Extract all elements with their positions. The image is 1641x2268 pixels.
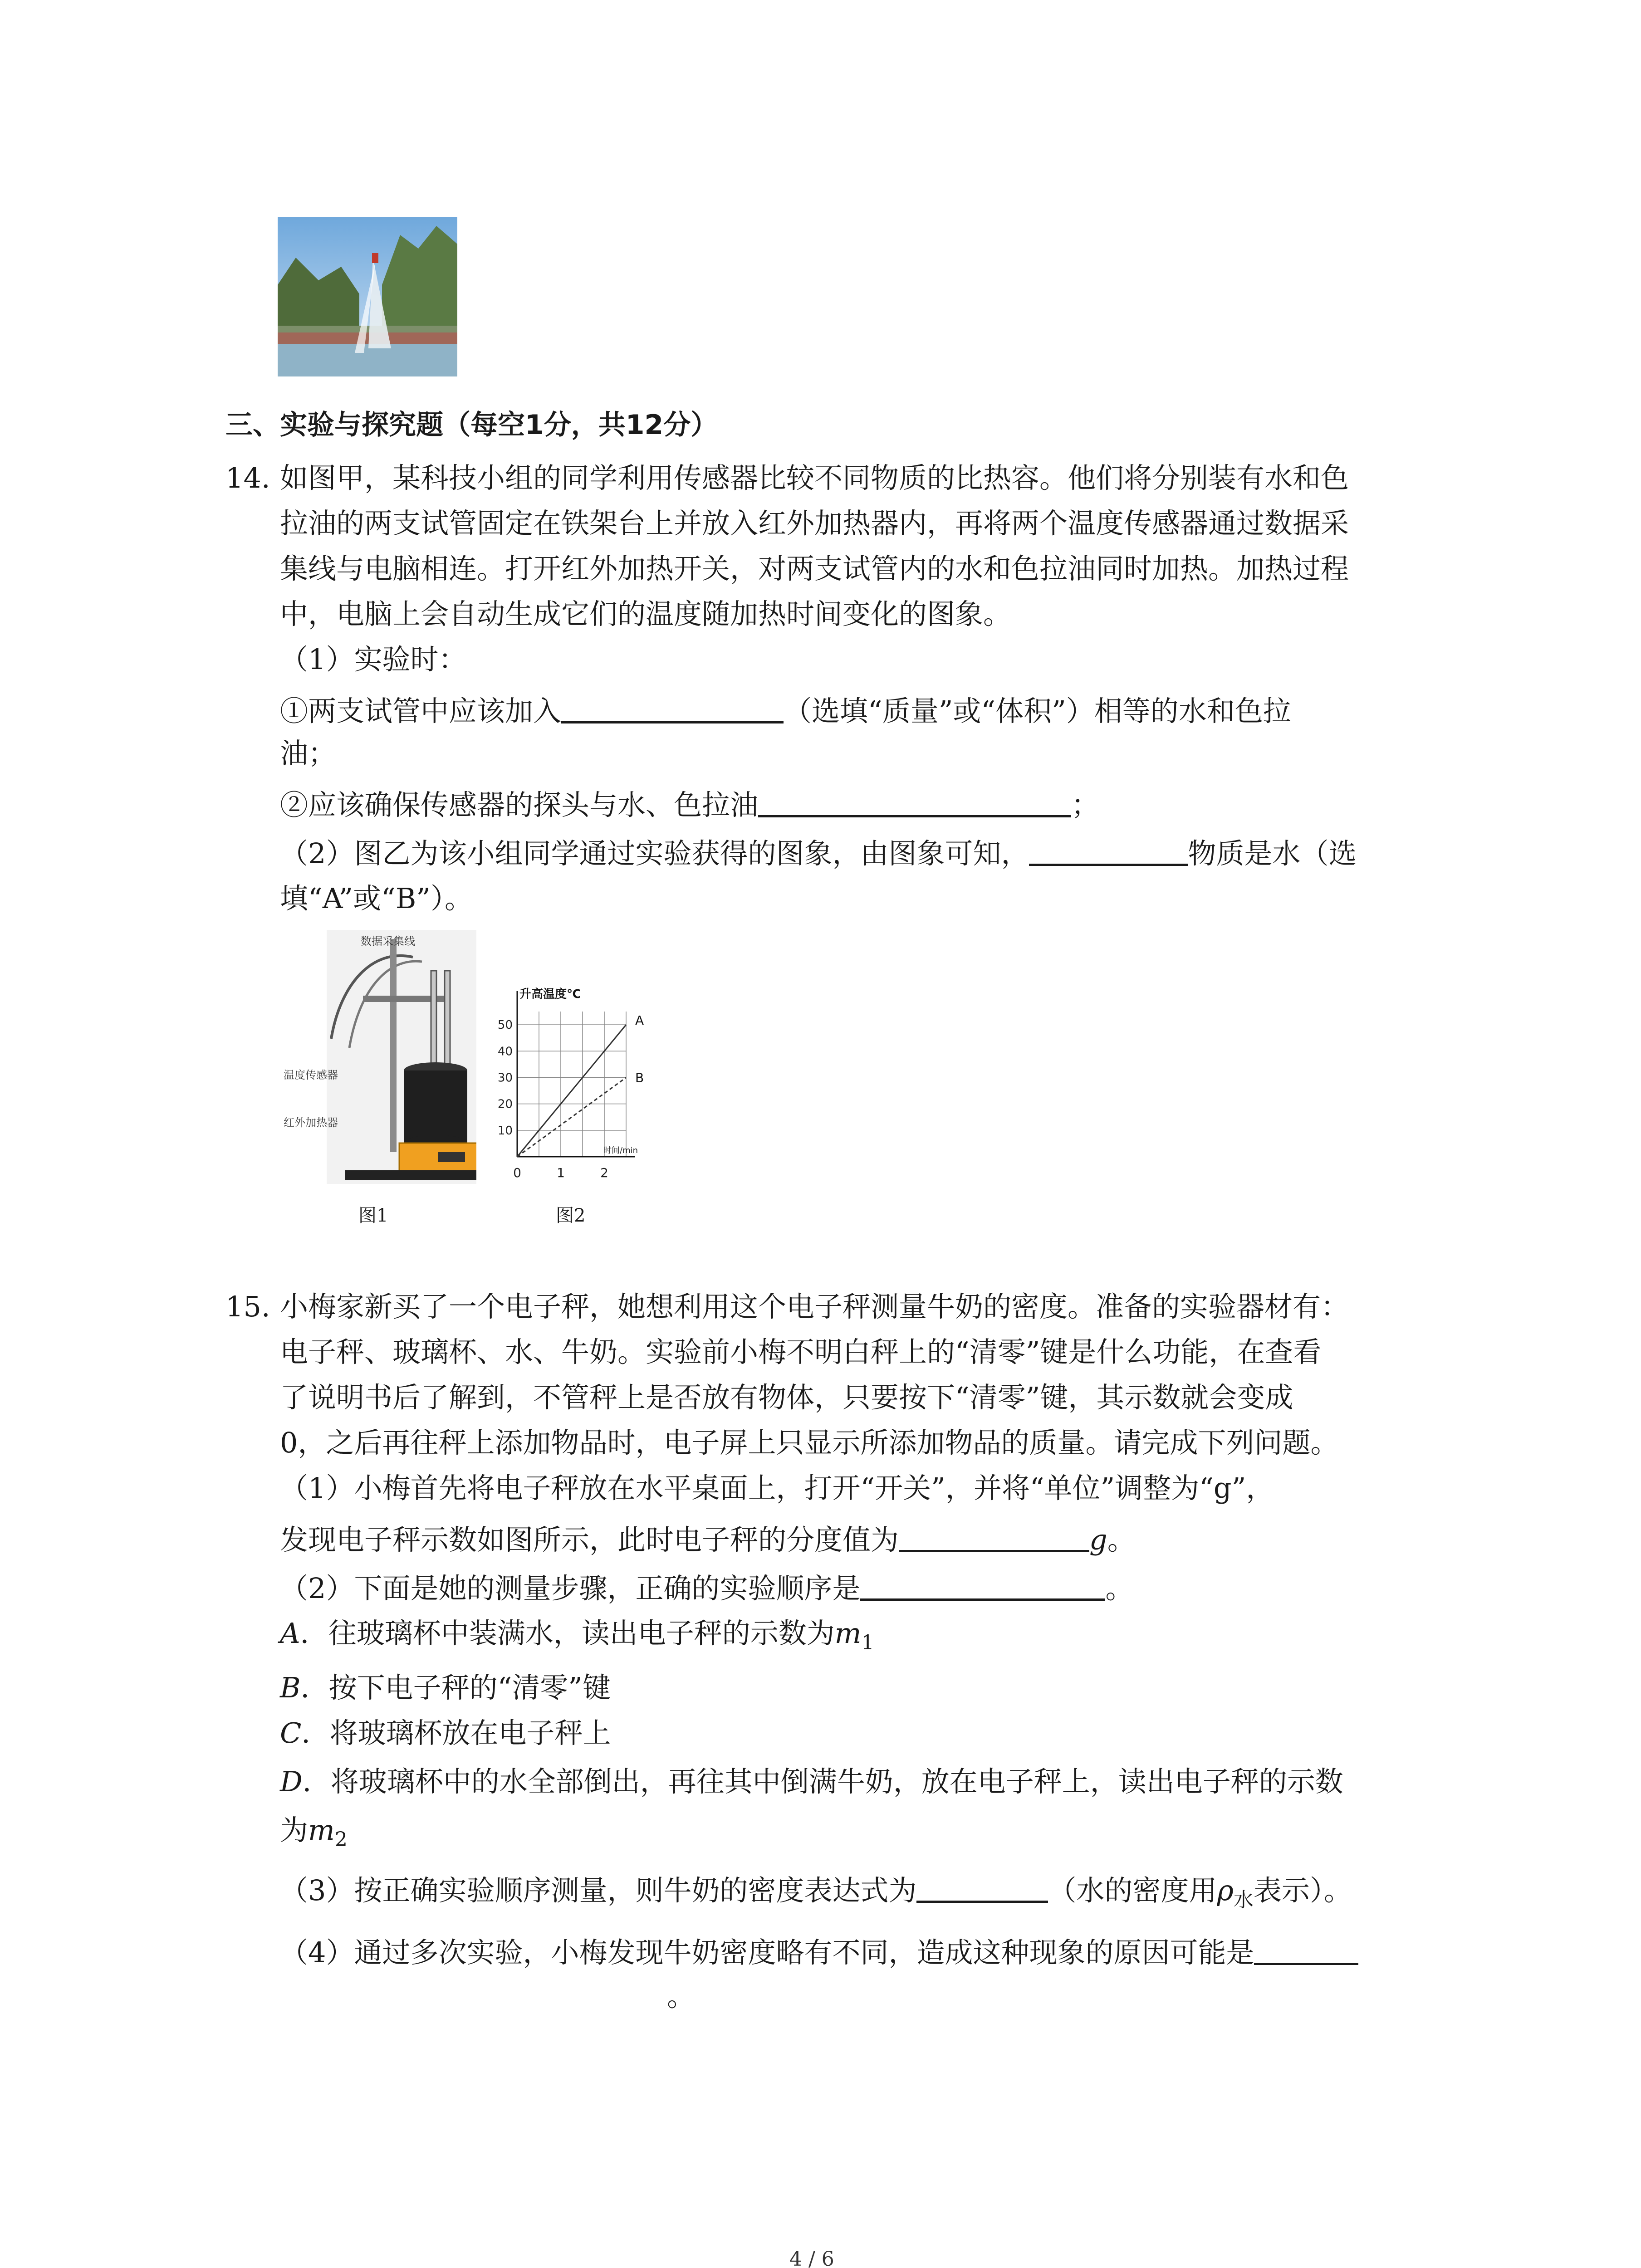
series-label-B: B bbox=[635, 1070, 644, 1085]
answer-blank[interactable] bbox=[1254, 1936, 1358, 1965]
series-line-A bbox=[517, 1025, 626, 1157]
q15-part1-line1: （1）小梅首先将电子秤放在水平桌面上，打开“开关”，并将“单位”调整为“g”， bbox=[280, 1471, 1274, 1505]
q14-item1-text: ①两支试管中应该加入 bbox=[280, 694, 562, 728]
option-d-label: D bbox=[280, 1765, 303, 1798]
figure-2-chart bbox=[485, 984, 667, 1184]
label-temp-sensor: 温度传感器 bbox=[284, 1069, 338, 1081]
q14-item1 bbox=[280, 694, 1291, 728]
q14-part2-text: （2）图乙为该小组同学通过实验获得的图象，由图象可知， bbox=[280, 837, 1029, 870]
option-c-label: C bbox=[280, 1716, 302, 1750]
x-tick-label: 0 bbox=[513, 1165, 521, 1180]
q15-part4 bbox=[280, 1936, 1358, 1967]
label-data-cable: 数据采集线 bbox=[361, 935, 415, 948]
q15-part2 bbox=[280, 1571, 1133, 1603]
subscript: 水 bbox=[1233, 1888, 1254, 1911]
option-d-cont-text: 为 bbox=[280, 1813, 309, 1847]
q15-part1-text: 发现电子秤示数如图所示，此时电子秤的分度值为 bbox=[280, 1523, 899, 1556]
q14-item1-cont: 油； bbox=[280, 737, 337, 770]
q15-part3-mid: （水的密度用 bbox=[1048, 1874, 1217, 1907]
y-tick-label: 40 bbox=[497, 1045, 513, 1059]
option-a-text: ．往玻璃杯中装满水，读出电子秤的示数为 bbox=[300, 1617, 835, 1650]
q14-item2 bbox=[280, 788, 1099, 819]
question-number: 14. bbox=[225, 461, 270, 494]
y-tick-label: 10 bbox=[497, 1124, 513, 1138]
answer-blank[interactable] bbox=[916, 1873, 1048, 1903]
temperature-time-chart bbox=[485, 984, 667, 1184]
q14-part2 bbox=[280, 836, 1357, 868]
q14-stem-line: 中，电脑上会自动生成它们的温度随加热时间变化的图象。 bbox=[280, 597, 1012, 631]
q14-part1-label: （1）实验时： bbox=[280, 643, 467, 676]
label-infrared-heater: 红外加热器 bbox=[284, 1116, 338, 1129]
unit-g: g bbox=[1089, 1523, 1107, 1556]
answer-blank[interactable] bbox=[860, 1571, 1105, 1601]
q15-stem-line: 小梅家新买了一个电子秤，她想利用这个电子秤测量牛奶的密度。准备的实验器材有： bbox=[280, 1290, 1349, 1323]
q14-item1-text-post: （选填“质量”或“体积”）相等的水和色拉 bbox=[784, 694, 1291, 728]
answer-blank[interactable] bbox=[1029, 836, 1188, 866]
option-b-text: ．按下电子秤的“清零”键 bbox=[300, 1671, 611, 1704]
series-line-B bbox=[517, 1077, 626, 1157]
question-number: 15. bbox=[225, 1290, 270, 1323]
q14-stem-line: 集线与电脑相连。打开红外加热开关，对两支试管内的水和色拉油同时加热。加热过程 bbox=[280, 552, 1349, 585]
q14-item2-text-post: ； bbox=[1071, 788, 1100, 821]
period: 。 bbox=[1105, 1572, 1134, 1605]
y-tick-label: 30 bbox=[497, 1071, 513, 1085]
x-axis-label: 时间/min bbox=[603, 1146, 638, 1155]
y-axis-label: 升高温度℃ bbox=[519, 987, 581, 1001]
section-heading: 三、实验与探究题（每空1分，共12分） bbox=[225, 409, 718, 441]
y-tick-label: 20 bbox=[497, 1097, 513, 1111]
figure-1-caption: 图1 bbox=[358, 1205, 388, 1226]
option-c bbox=[280, 1716, 611, 1750]
period: 。 bbox=[667, 1980, 696, 2013]
option-a-label: A bbox=[280, 1617, 300, 1650]
q15-stem-line: 电子秤、玻璃杯、水、牛奶。实验前小梅不明白秤上的“清零”键是什么功能，在查看 bbox=[280, 1335, 1322, 1369]
x-tick-label: 1 bbox=[557, 1165, 565, 1180]
q15-stem-line: 0，之后再往秤上添加物品时，电子屏上只显示所添加物品的质量。请完成下列问题。 bbox=[280, 1426, 1339, 1459]
subscript: 1 bbox=[861, 1631, 874, 1654]
option-b-label: B bbox=[280, 1671, 301, 1704]
q14-stem-line: 如图甲，某科技小组的同学利用传感器比较不同物质的比热容。他们将分别装有水和色 bbox=[280, 461, 1349, 494]
q15-part3-post: 表示）。 bbox=[1253, 1874, 1352, 1907]
period: 。 bbox=[1107, 1523, 1136, 1556]
figure-1-apparatus bbox=[281, 930, 476, 1184]
q15-part1-line2 bbox=[280, 1523, 1136, 1554]
series-label-A: A bbox=[635, 1013, 644, 1028]
q15-part3-text: （3）按正确实验顺序测量，则牛奶的密度表达式为 bbox=[280, 1874, 917, 1907]
q15-stem-line: 了说明书后了解到，不管秤上是否放有物体，只要按下“清零”键，其示数就会变成 bbox=[280, 1381, 1293, 1414]
waterjet-photo bbox=[278, 217, 457, 376]
answer-blank[interactable] bbox=[758, 788, 1071, 817]
option-b bbox=[280, 1671, 611, 1704]
answer-blank[interactable] bbox=[899, 1523, 1089, 1552]
option-d-text: ．将玻璃杯中的水全部倒出，再往其中倒满牛奶，放在电子秤上，读出电子秤的示数 bbox=[302, 1765, 1343, 1798]
var-m: m bbox=[834, 1617, 862, 1650]
q15-part3 bbox=[280, 1873, 1352, 1910]
q14-part2-text-post: 物质是水（选 bbox=[1188, 837, 1357, 870]
q14-part2-cont: 填“A”或“B”）。 bbox=[280, 882, 473, 915]
q15-part4-text: （4）通过多次实验，小梅发现牛奶密度略有不同，造成这种现象的原因可能是 bbox=[280, 1936, 1254, 1969]
answer-blank[interactable] bbox=[561, 694, 784, 723]
q14-stem-line: 拉油的两支试管固定在铁架台上并放入红外加热器内，再将两个温度传感器通过数据采 bbox=[280, 507, 1349, 540]
option-d-cont bbox=[280, 1813, 348, 1851]
page-number: 4 / 6 bbox=[789, 2248, 834, 2268]
var-m: m bbox=[308, 1813, 335, 1847]
option-a bbox=[280, 1619, 874, 1653]
y-tick-label: 50 bbox=[497, 1018, 513, 1032]
q15-part2-text: （2）下面是她的测量步骤，正确的实验顺序是 bbox=[280, 1572, 861, 1605]
rho-symbol: ρ bbox=[1217, 1874, 1234, 1907]
q14-item2-text: ②应该确保传感器的探头与水、色拉油 bbox=[280, 788, 759, 821]
subscript: 2 bbox=[334, 1828, 348, 1851]
option-c-text: ．将玻璃杯放在电子秤上 bbox=[301, 1716, 611, 1750]
option-d bbox=[280, 1765, 1343, 1798]
figure-2-caption: 图2 bbox=[556, 1205, 586, 1226]
x-tick-label: 2 bbox=[600, 1165, 608, 1180]
